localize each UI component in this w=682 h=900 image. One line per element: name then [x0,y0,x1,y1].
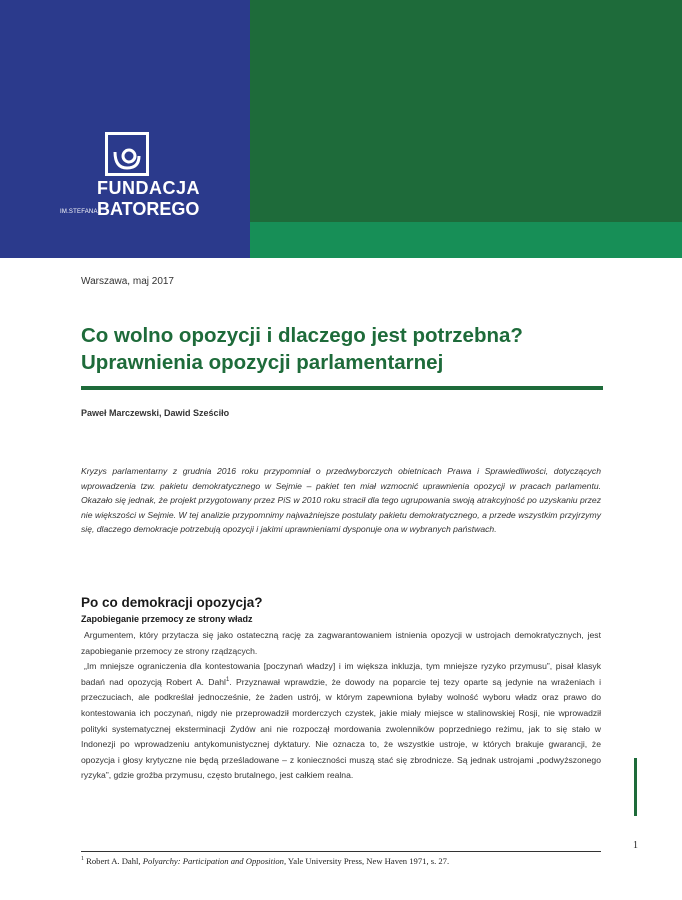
margin-marker [634,758,637,816]
logo-text-small: IM.STEFANA [60,209,98,215]
footnote-work: Polyarchy: Participation and Opposition, [142,856,287,866]
authors: Paweł Marczewski, Dawid Sześciło [81,408,230,418]
footnote-author: Robert A. Dahl, [84,856,143,866]
header-banner-right [250,0,682,222]
footnote-rest: Yale University Press, New Haven 1971, s. 27. [286,856,450,866]
body-text [81,628,601,784]
page-number: 1 [633,840,638,851]
footnote-number: 1 [81,856,84,863]
logo-text-line1: FUNDACJA [97,178,200,198]
footnote-separator [81,851,601,852]
subsection-heading: Zapobieganie przemocy ze strony władz [81,614,253,624]
header-banner-left [0,0,250,258]
title-line2: Uprawnienia opozycji parlamentarnej [81,351,444,374]
paragraph-2-rest: . Przyznawał wprawdzie, że dowody na poparcie tej tezy oparte są jedynie na wrażeniach i przeczuciach, ale podkreślał jednocześnie, że żaden ustrój, w którym zapewniona byłaby wolność wyboru władz oraz prawo do kontestowania ich poczynań, nigdy nie przeprowadził morderczych czystek, jakie miały miejsce w stalinowskiej Rosji, nie wprowadził polityki systematycznej eksterminacji Żydów ani nie rozpoczął mordowania zwolenników poprzedniego reżimu, jak to się stało w Indonezji po wprowadzeniu antykomunistycznej dyktatury. Nie oznacza to, że wszystkie ustroje, w których brakuje gwarancji, że opozycja i głosy krytyczne nie będą prześladowane – z konieczności muszą stać się zbrodnicze. Są jednak ustrojami „podwyższonego ryzyka”, gdzie groźba przymusu, często brutalnego, jest całkiem realna. [81,676,601,781]
place-date: Warszawa, maj 2017 [81,276,174,287]
footnote-reference[interactable]: 1 [225,676,230,683]
paragraph-1: Argumentem, który przytacza się jako ostateczną rację za zagwarantowaniem istnienia opozycji w ustrojach demokratycznych, jest zapobieganie przemocy ze strony rządzących. [81,630,601,656]
logo-text-line2: BATOREGO [97,199,200,219]
document-title [81,322,641,376]
header-banner-stripe [250,222,682,258]
paragraph-2-start: „Im mniejsze ograniczenia dla kontestowania [poczynań władzy] i im większa inkluzja, tym mniejsze ryzyko przymusu”, pisał klasyk badań nad opozycją Robert A. Dahl [81,661,601,687]
abstract: Kryzys parlamentarny z grudnia 2016 roku przypomniał o przedwyborczych obietnicach Prawa i Sprawiedliwości, dotyczących wprowadzenia tzw. pakietu demokratycznego w Sejmie – pakiet ten miał wzmocnić uprawnienia opozycji w pracach parlamentu. Okazało się jednak, że projekt przygotowany przez PiS w 2010 roku stracił dla tego ugrupowania swoją atrakcyjność po uzyskaniu przez nie większości w Sejmie. W tej analizie przypomnimy najważniejsze postulaty pakietu demokratycznego, a przede wszystkim przyjrzymy się, dlaczego demokracje potrzebują opozycji i jakimi uprawnieniami dysponuje ona w wybranych państwach. [81,466,601,535]
footnote [81,856,449,866]
foundation-logo-icon [105,132,149,176]
title-underline [81,386,603,390]
paragraph-2 [81,659,601,784]
section-heading: Po co demokracji opozycja? [81,595,263,610]
title-line1: Co wolno opozycji i dlaczego jest potrzebna? [81,324,523,347]
